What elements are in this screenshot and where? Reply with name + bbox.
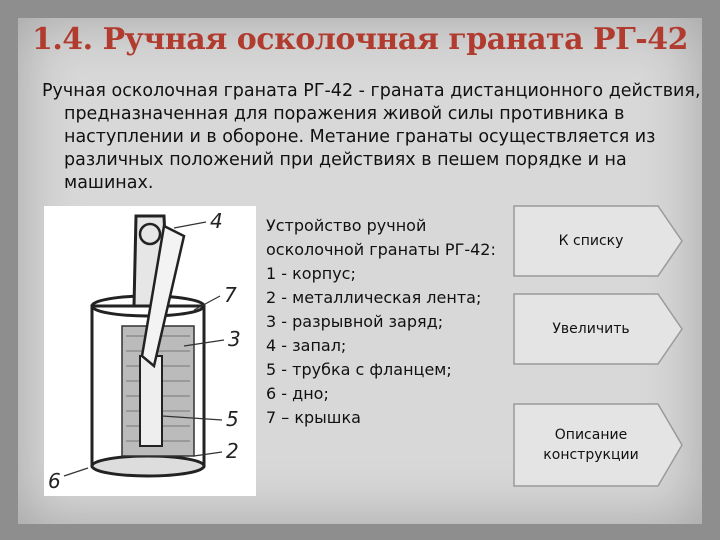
callout-6: 6 xyxy=(48,469,61,493)
enlarge-button[interactable] xyxy=(512,292,684,366)
legend-item: 5 - трубка с фланцем; xyxy=(266,360,452,379)
legend-item: 4 - запал; xyxy=(266,336,347,355)
callout-7: 7 xyxy=(224,283,237,307)
to-list-button[interactable] xyxy=(512,204,684,278)
callout-3: 3 xyxy=(228,327,241,351)
legend-heading-line2: осколочной гранаты РГ-42: xyxy=(266,240,496,259)
to-list-label: К списку xyxy=(558,233,624,249)
description-label-line1: Описание xyxy=(554,427,628,443)
page-title: 1.4. Ручная осколочная граната РГ-42 xyxy=(31,22,689,57)
legend-item: 6 - дно; xyxy=(266,384,329,403)
callout-5: 5 xyxy=(226,407,239,431)
fuse-tube xyxy=(140,356,162,446)
component-legend xyxy=(266,214,526,430)
grenade-bottom xyxy=(92,456,204,476)
legend-item: 1 - корпус; xyxy=(266,264,356,283)
grenade-diagram xyxy=(44,206,256,496)
description-label-line2: конструкции xyxy=(543,447,639,463)
grenade-drawing xyxy=(44,206,256,496)
legend-heading-line1: Устройство ручной xyxy=(266,216,427,235)
description-label xyxy=(543,425,652,465)
enlarge-label: Увеличить xyxy=(552,321,630,337)
description-button[interactable] xyxy=(512,402,684,488)
callout-2: 2 xyxy=(226,439,239,463)
intro-paragraph: Ручная осколочная граната РГ-42 - граната дистанционного действия, предназначенная для поражения живой силы противника в наступлении и в обороне. Метание гранаты осуществляется из различных положений при действиях в пешем порядке и на машинах. xyxy=(42,81,701,193)
legend-item: 2 - металлическая лента; xyxy=(266,288,482,307)
legend-item: 7 – крышка xyxy=(266,408,361,427)
callout-4: 4 xyxy=(210,209,223,233)
legend-item: 3 - разрывной заряд; xyxy=(266,312,444,331)
